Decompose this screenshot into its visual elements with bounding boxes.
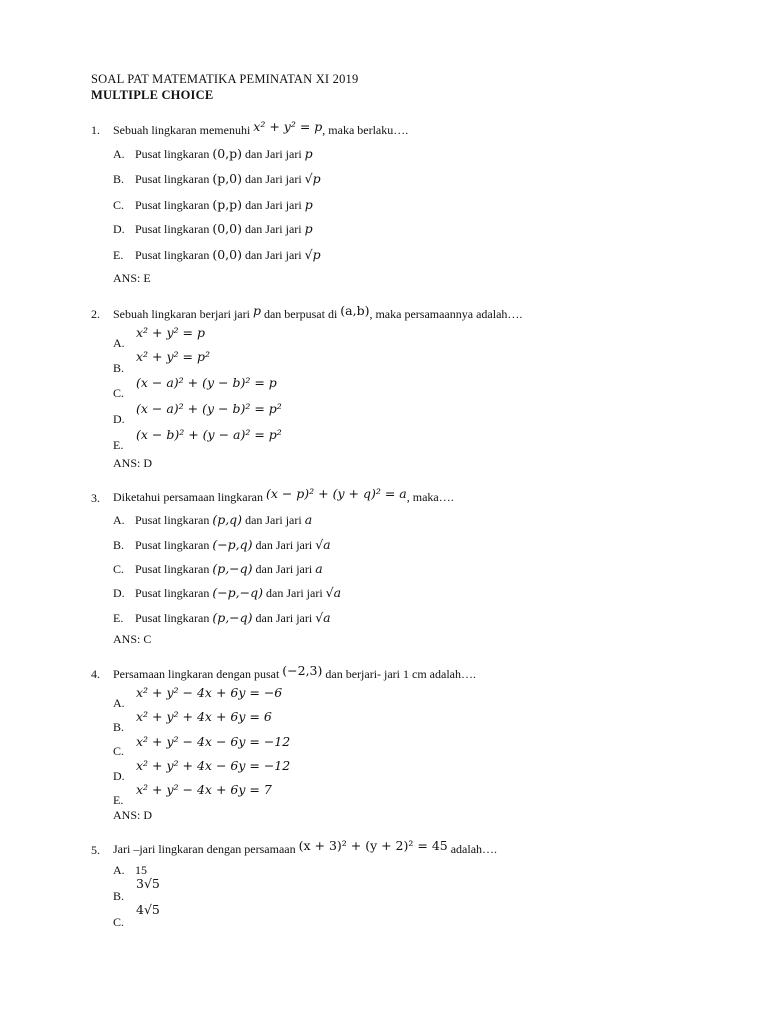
question-math: x² + y² = p [253, 119, 323, 134]
question-number: 1. [91, 123, 100, 137]
option-d[interactable]: D. Pusat lingkaran (−p,−q) dan Jari jari √a [113, 585, 342, 600]
question-text: Diketahui persamaan lingkaran (x − p)² + (y + q)² = a, maka…. [113, 486, 454, 504]
option-c[interactable]: C. Pusat lingkaran (p,−q) dan Jari jari a [113, 561, 323, 576]
option-b[interactable]: B. Pusat lingkaran (p,0) dan Jari jari √p [113, 171, 321, 186]
question-number: 3. [91, 491, 100, 505]
document-subtitle: MULTIPLE CHOICE [91, 88, 214, 102]
option-b[interactable]: B. Pusat lingkaran (−p,q) dan Jari jari √a [113, 537, 331, 552]
option-c[interactable]: C. Pusat lingkaran (p,p) dan Jari jari p [113, 197, 313, 212]
option-e[interactable]: E. Pusat lingkaran (p,−q) dan Jari jari √a [113, 610, 331, 625]
option-e[interactable]: E. Pusat lingkaran (0,0) dan Jari jari √p [113, 247, 321, 262]
option-d[interactable]: D. Pusat lingkaran (0,0) dan Jari jari p [113, 221, 313, 236]
option-a[interactable]: A. 15 [113, 863, 147, 877]
answer-key: ANS: E [113, 271, 151, 285]
question-text: Sebuah lingkaran memenuhi x² + y² = p, maka berlaku…. [113, 119, 409, 137]
question-text: Jari –jari lingkaran dengan persamaan (x + 3)² + (y + 2)² = 45 adalah…. [113, 838, 498, 856]
question-number: 2. [91, 307, 100, 321]
question-text: Sebuah lingkaran berjari jari p dan berpusat di (a,b), maka persamaannya adalah…. [113, 303, 523, 321]
question-text: Persamaan lingkaran dengan pusat (−2,3) dan berjari- jari 1 cm adalah…. [113, 663, 476, 681]
question-number: 5. [91, 843, 100, 857]
answer-key: ANS: D [113, 808, 153, 822]
answer-key: ANS: C [113, 632, 152, 646]
document-page: SOAL PAT MATEMATIKA PEMINATAN XI 2019 MULTIPLE CHOICE 1. Sebuah lingkaran memenuhi x² + y² = p, maka berlaku…. A. Pusat lingkaran (0,p) dan Jari jari p B. Pusat lingkaran (p,0) dan Jari jari √p C. Pusat lingkaran (p,p) dan Jari jari p D. Pusat lingkaran (0,0) dan Jari jari p E. Pusat lingkaran (0,0) dan Jari jari √p ANS: E 2. Sebuah lingkaran berjari jari p dan berpusat di (a,b), maka persamaannya adalah…. A. x² + y² = p B. x² + y² = p² C. (x − a)² + (y − b)² = p D. (x − a)² + (y − b)² = p² E. (x − b)² + (y − a)² = p² ANS: D 3. Diketahui persamaan lingkaran (x − p)² + (y + q)² = a, maka…. A. Pusat lingkaran (p,q) dan Jari jari a B. Pusat lingkaran (−p,q) dan Jari jari √a C. Pusat lingkaran (p,−q) dan Jari jari a D. Pusat lingkaran (−p,−q) dan Jari jari √a E. Pusat lingkaran (p,−q) dan Jari jari √a ANS: C 4. Persamaan lingkaran dengan pusat (−2,3) dan berjari- jari 1 cm adalah…. A. x² + y² − 4x + 6y = −6 B. x² + y² + 4x + 6y = 6 C. x² + y² − 4x − 6y = −12 D. x² + y² + 4x − 6y = −12 E. x² + y² − 4x + 6y = 7 ANS: D 5. Jari –jari lingkaran dengan persamaan (x + 3)² + (y + 2)² = 45 adalah…. A. 15 B. 3√5 C. 4√5 [91, 72, 523, 929]
answer-key: ANS: D [113, 456, 153, 470]
document-title: SOAL PAT MATEMATIKA PEMINATAN XI 2019 [91, 72, 359, 86]
question-number: 4. [91, 667, 100, 681]
option-a[interactable]: A. Pusat lingkaran (0,p) dan Jari jari p [113, 146, 313, 161]
option-a[interactable]: A. Pusat lingkaran (p,q) dan Jari jari a [113, 512, 313, 527]
